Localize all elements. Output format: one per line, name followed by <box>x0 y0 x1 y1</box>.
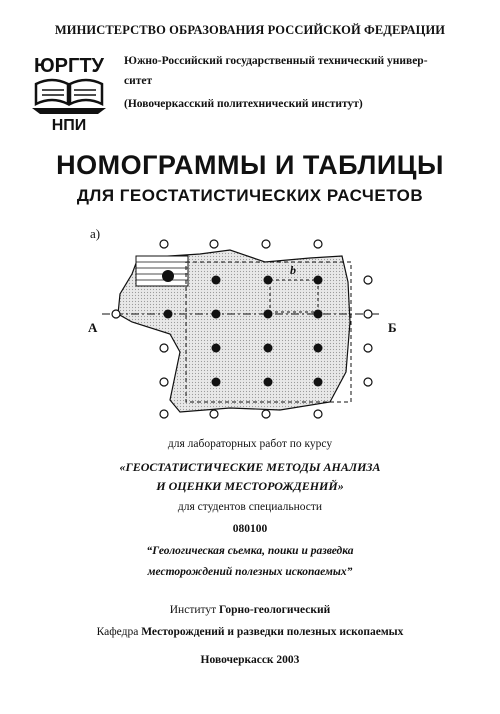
sampling-grid-figure <box>80 222 410 422</box>
institute-line <box>0 604 500 616</box>
ministry-heading: МИНИСТЕРСТВО ОБРАЗОВАНИЯ РОССИЙСКОЙ ФЕДЕРАЦИИ <box>54 23 446 37</box>
spacing-label-b: b <box>290 263 296 277</box>
panel-label: а) <box>90 226 101 241</box>
university-logo <box>28 50 110 132</box>
institute-label: Институт <box>169 604 217 616</box>
department-label: Кафедра <box>96 626 139 638</box>
center-sample-point <box>162 270 174 282</box>
for-lab-works: для лабораторных работ по курсу <box>167 438 333 450</box>
university-name-line1: Южно-Российский государственный технический универ- <box>124 55 428 67</box>
university-name-line2: ситет <box>124 75 153 87</box>
course-title-line2: И ОЦЕНКИ МЕСТОРОЖДЕНИЙ» <box>156 479 344 493</box>
course-title-line1: «ГЕОСТАТИСТИЧЕСКИЕ МЕТОДЫ АНАЛИЗА <box>119 460 381 474</box>
university-name-line3: (Новочеркасский политехнический институт) <box>124 98 363 110</box>
institute-name: Горно-геологический <box>219 604 331 616</box>
city-year: Новочеркасск 2003 <box>200 654 300 666</box>
document-title: НОМОГРАММЫ И ТАБЛИЦЫ <box>56 150 444 180</box>
section-label-b: Б <box>388 320 397 335</box>
logo-bottom-text: НПИ <box>51 117 87 132</box>
specialty-name-line1: “Геологическая сьемка, поики и разведка <box>146 545 354 557</box>
department-line <box>0 626 500 638</box>
logo-text: ЮРГТУ <box>34 55 104 77</box>
for-students: для студентов специальности <box>177 501 323 513</box>
department-name: Месторождений и разведки полезных ископаемых <box>141 626 404 638</box>
section-label-a: А <box>88 320 98 335</box>
specialty-code: 080100 <box>232 523 268 535</box>
document-subtitle: ДЛЯ ГЕОСТАТИСТИЧЕСКИХ РАСЧЕТОВ <box>76 186 424 205</box>
specialty-name-line2: месторождений полезных ископаемых” <box>147 566 353 578</box>
